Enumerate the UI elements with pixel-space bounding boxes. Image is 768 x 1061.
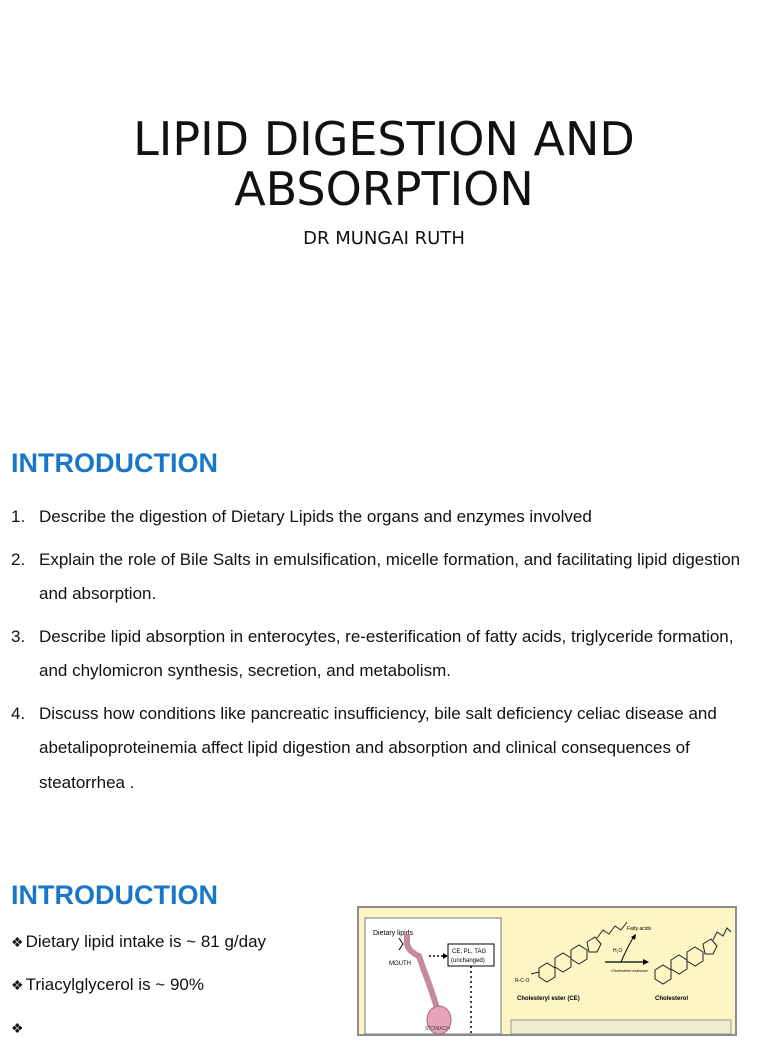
author-subtitle: DR MUNGAI RUTH <box>303 228 465 249</box>
introduction-heading: INTRODUCTION <box>11 880 218 910</box>
water-label: H₂O <box>613 948 623 954</box>
lipid-box-line-1: CE, PL, TAG <box>452 949 487 955</box>
fact-item <box>11 1018 341 1061</box>
stomach-label: STOMACH <box>425 1026 450 1032</box>
objective-number: 2. <box>11 549 26 569</box>
diamond-bullet-icon: ❖ <box>11 1020 24 1036</box>
objective-number: 1. <box>11 507 26 526</box>
facts-list <box>11 932 341 1061</box>
introduction-slide <box>0 852 768 1036</box>
cholesteryl-ester-label: Cholesteryl ester (CE) <box>517 996 580 1002</box>
objectives-list <box>11 500 751 808</box>
objective-text: Discuss how conditions like pancreatic insufficiency, bile salt deficiency celiac disease and abetalipoproteinemia affect lipid digestion and absorption and clinical consequences of steatorrhea . <box>39 703 717 792</box>
fatty-acid-curve <box>621 938 633 962</box>
diamond-bullet-icon: ❖ <box>11 977 24 993</box>
objective-item <box>11 620 751 689</box>
digestion-diagram <box>359 908 735 1034</box>
fatty-acid-arrow-head-icon <box>631 934 636 940</box>
dietary-lipids-label: Dietary lipids <box>373 930 414 937</box>
title-slide <box>0 0 768 430</box>
objective-text: Describe lipid absorption in enterocytes, re-esterification of fatty acids, triglyceride formation, and chylomicron synthesis, secretion, and metabolism. <box>39 626 734 680</box>
enzyme-label: Cholesterol esterase <box>611 968 648 973</box>
fact-item <box>11 975 341 1018</box>
objectives-slide <box>0 430 768 852</box>
objective-text: Explain the role of Bile Salts in emulsification, micelle formation, and facilitating lipid digestion and absorption. <box>39 549 741 603</box>
objective-item <box>11 697 751 801</box>
objectives-heading: INTRODUCTION <box>11 448 218 478</box>
slide-title-line-1: LIPID DIGESTION AND <box>133 112 635 166</box>
diamond-bullet-icon: ❖ <box>11 934 24 950</box>
lower-panel <box>511 1020 731 1034</box>
fatty-acids-label: Fatty acids <box>627 926 652 932</box>
objective-number: 4. <box>11 703 26 723</box>
slide-title <box>0 114 768 214</box>
fact-item <box>11 932 341 975</box>
mouth-label: MOUTH <box>389 961 411 967</box>
cholesterol-structure <box>655 928 731 984</box>
lipid-digestion-figure <box>357 906 737 1036</box>
objective-item <box>11 500 751 535</box>
ester-group-label: R-C-O <box>515 978 530 984</box>
cholesterol-label: Cholesterol <box>655 996 689 1002</box>
fact-text: Triacylglycerol is ~ 90% <box>25 975 204 994</box>
slide-title-line-2: ABSORPTION <box>234 162 534 216</box>
lipid-box-line-2: (unchanged) <box>451 958 485 964</box>
fact-text: Dietary lipid intake is ~ 81 g/day <box>25 932 267 951</box>
objective-text: Describe the digestion of Dietary Lipids the organs and enzymes involved <box>39 507 592 526</box>
objective-number: 3. <box>11 626 26 646</box>
reaction-arrow-head-icon <box>643 959 649 965</box>
objective-item <box>11 543 751 612</box>
